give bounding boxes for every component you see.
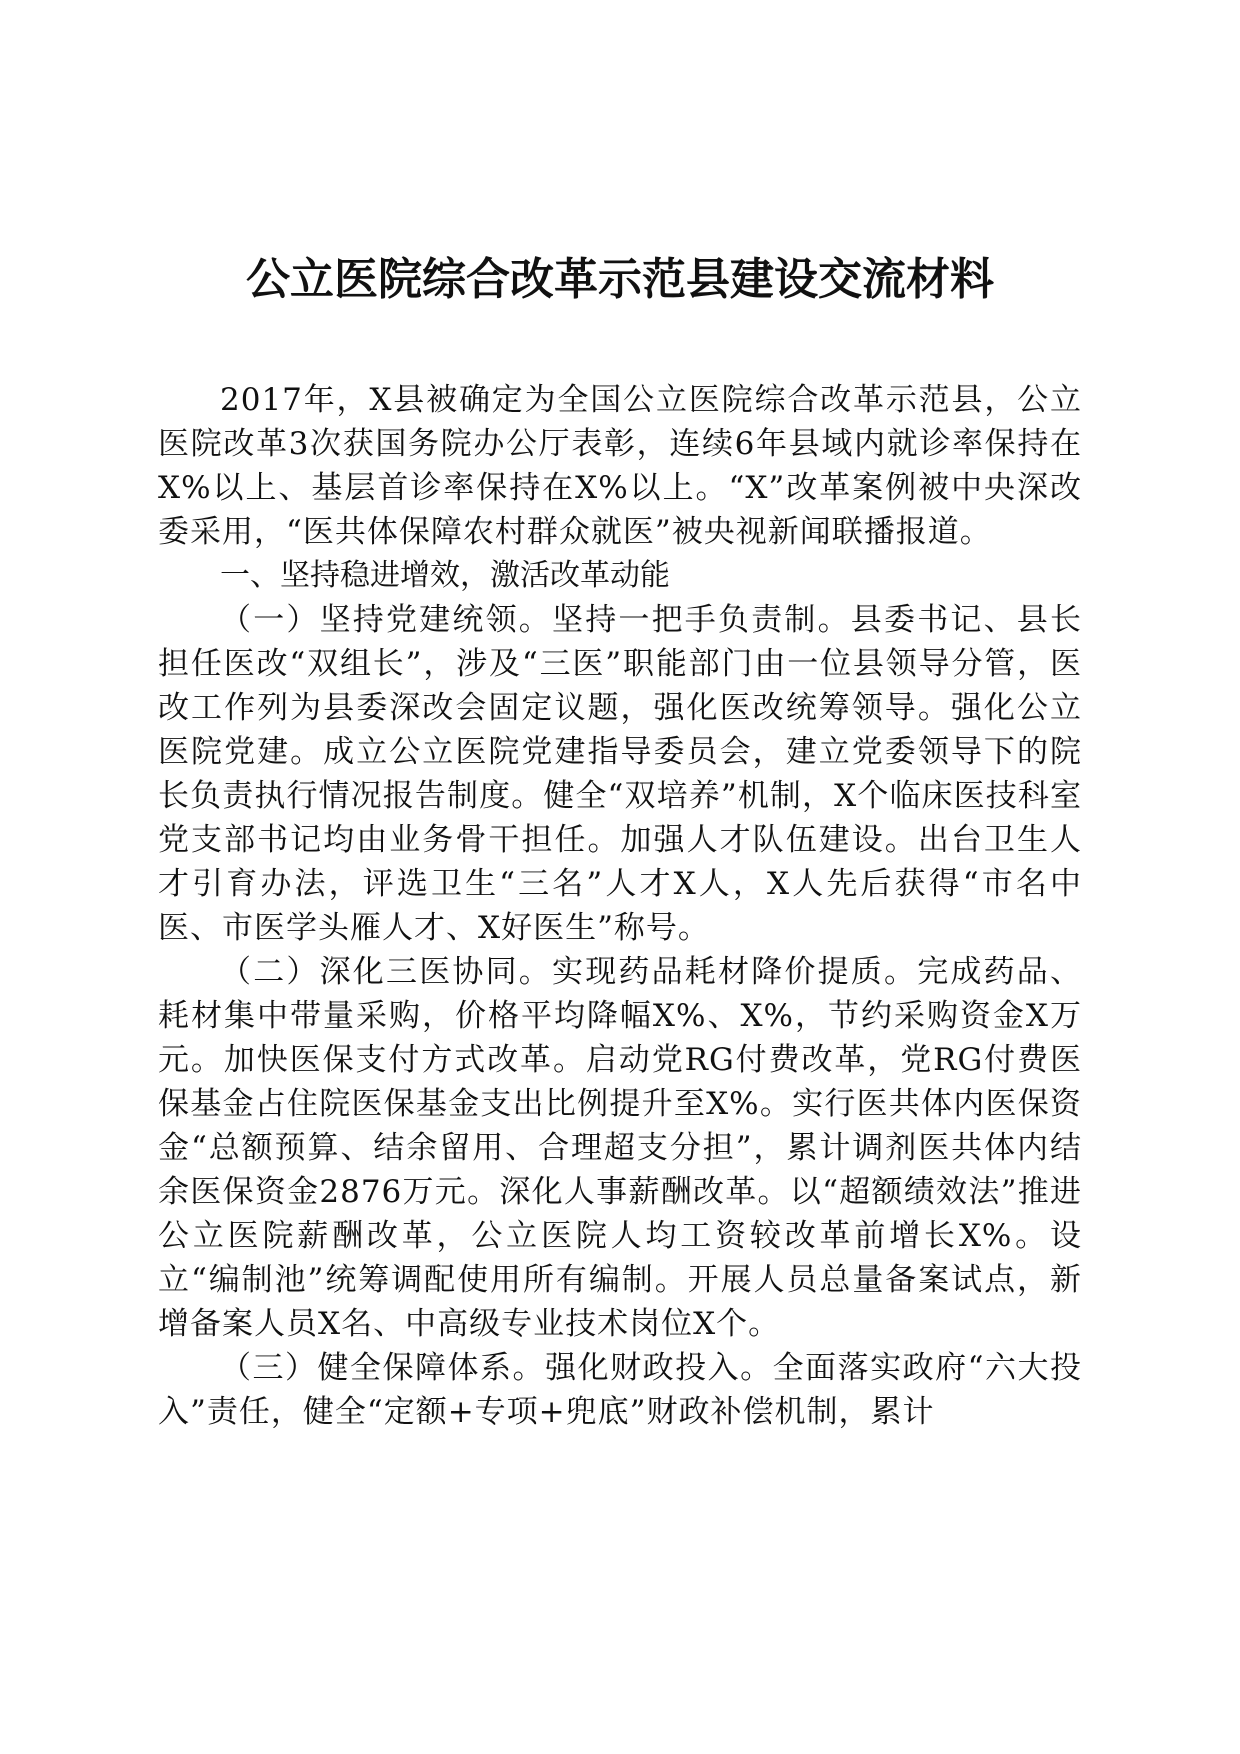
subsection-1-paragraph	[158, 598, 1082, 950]
subsection-1-text: 坚持一把手负责制。县委书记、县长担任医改“双组长”，涉及“三医”职能部门由一位县领导分管，医改工作列为县委深改会固定议题，强化医改统筹领导。强化公立医院党建。成立公立医院党建指导委员会，建立党委领导下的院长负责执行情况报告制度。健全“双培养”机制，X个临床医技科室党支部书记均由业务骨干担任。加强人才队伍建设。出台卫生人才引育办法，评选卫生“三名”人才X人，X人先后获得“市名中医、市医学头雁人才、X好医生”称号。	[158, 602, 1082, 946]
subsection-1-heading: （一）坚持党建统领。	[220, 602, 552, 638]
section-heading: 一、坚持稳进增效，激活改革动能	[220, 558, 670, 593]
intro-paragraph: 2017年，X县被确定为全国公立医院综合改革示范县，公立医院改革3次获国务院办公厅表彰，连续6年县域内就诊率保持在X%以上、基层首诊率保持在X%以上。“X”改革案例被中央深改委采用，“医共体保障农村群众就医”被央视新闻联播报道。	[158, 382, 1082, 550]
subsection-2-paragraph	[158, 950, 1082, 1346]
subsection-3-paragraph	[158, 1346, 1082, 1434]
subsection-2-heading: （二）深化三医协同。	[220, 954, 552, 990]
subsection-2-text: 实现药品耗材降价提质。完成药品、耗材集中带量采购，价格平均降幅X%、X%，节约采购资金X万元。加快医保支付方式改革。启动党RG付费改革，党RG付费医保基金占住院医保基金支出比例提升至X%。实行医共体内医保资金“总额预算、结余留用、合理超支分担”，累计调剂医共体内结余医保资金2876万元。深化人事薪酬改革。以“超额绩效法”推进公立医院薪酬改革，公立医院人均工资较改革前增长X%。设立“编制池”统筹调配使用所有编制。开展人员总量备案试点，新增备案人员X名、中高级专业技术岗位X个。	[158, 954, 1082, 1342]
subsection-3-heading: （三）健全保障体系。	[220, 1350, 546, 1386]
subsection-3-text: 强化财政投入。全面落实政府“六大投入”责任，健全“定额+专项+兜底”财政补偿机制，累计	[158, 1350, 1082, 1430]
document-body	[158, 378, 1082, 1434]
document-title: 公立医院综合改革示范县建设交流材料	[246, 254, 994, 305]
